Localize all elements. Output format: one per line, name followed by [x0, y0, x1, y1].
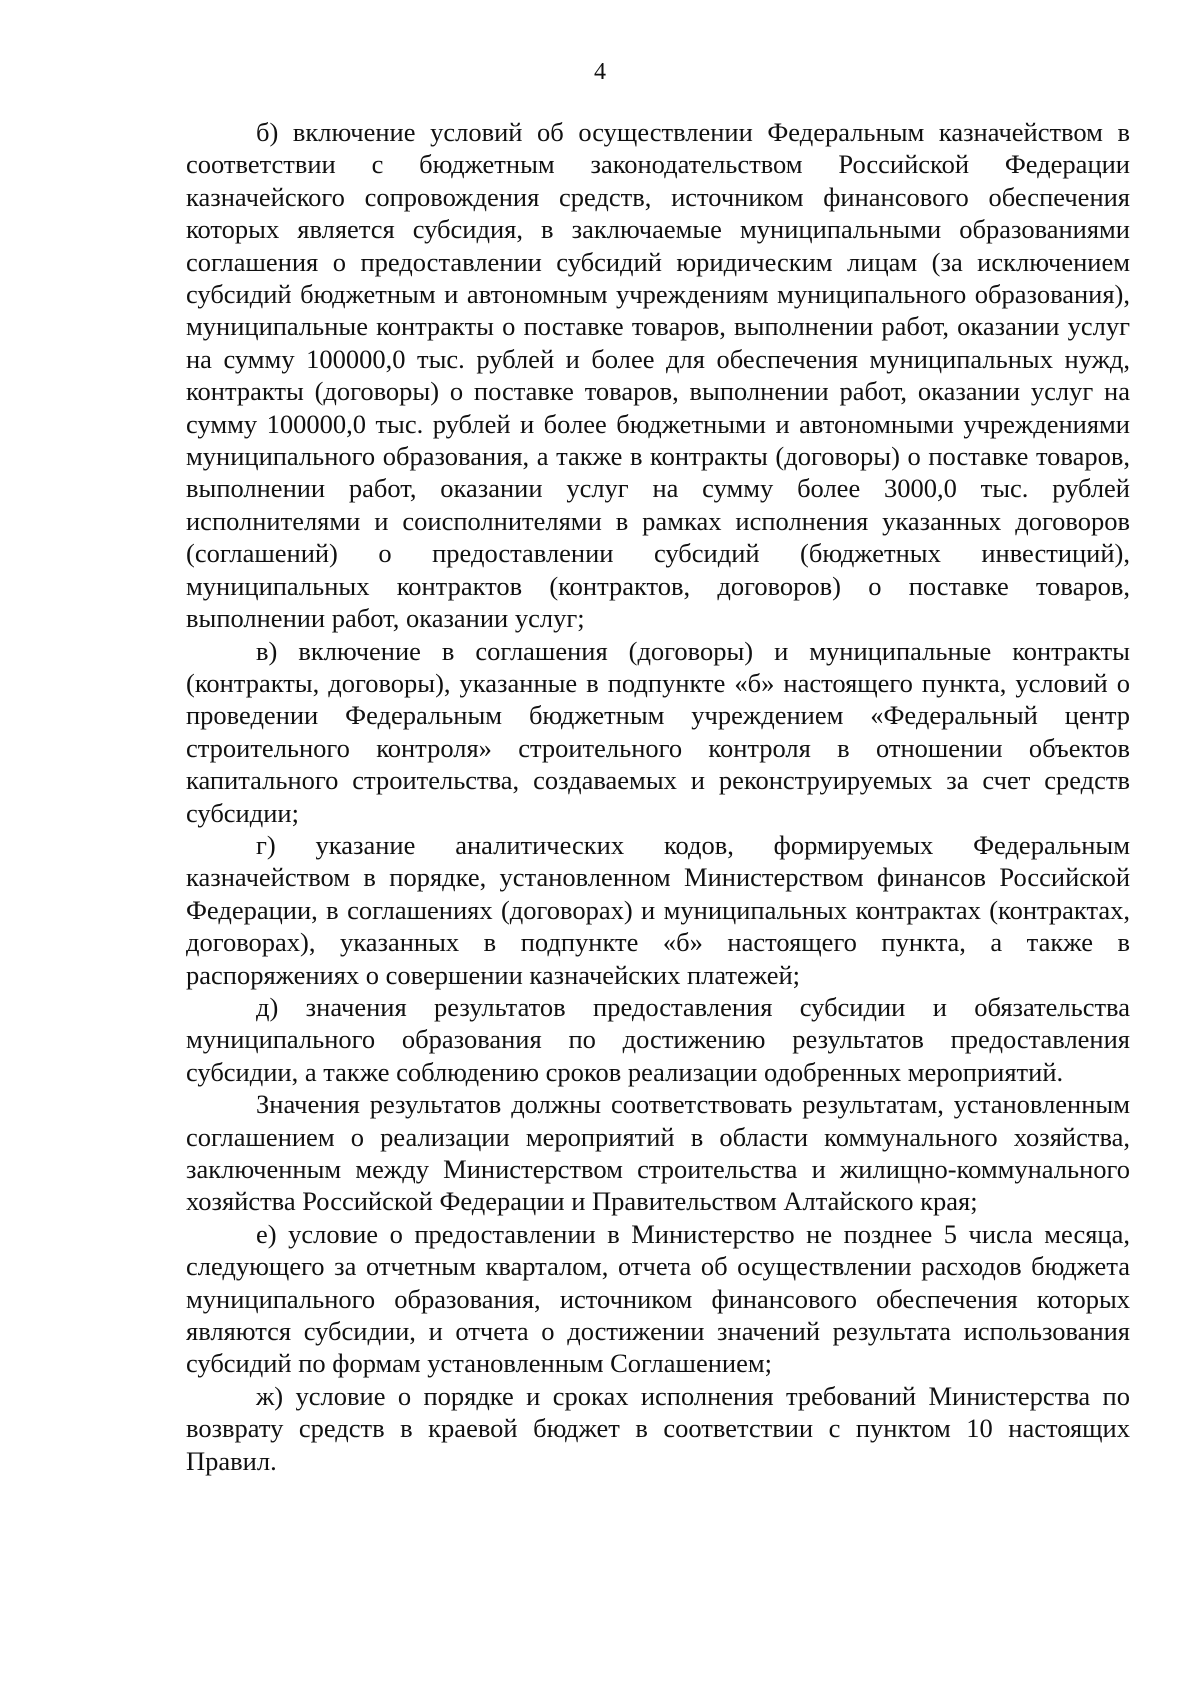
paragraph-e: е) условие о предоставлении в Министерство не позднее 5 числа месяца, следующего за отчетным кварталом, отчета об осуществлении расходов бюджета муниципального образования, источником финансового обеспечения которых являются субсидии, и отчета о достижении значений результата использования субсидий по формам установленным Соглашением; [186, 1218, 1130, 1379]
document-body [186, 116, 1130, 1477]
paragraph-v: в) включение в соглашения (договоры) и муниципальные контракты (контракты, договоры), указанные в подпункте «б» настоящего пункта, условий о проведении Федеральным бюджетным учреждением «Федеральный центр строительного контроля» строительного контроля в отношении объектов капитального строительства, создаваемых и реконструируемых за счет средств субсидии; [186, 635, 1130, 828]
paragraph-g: г) указание аналитических кодов, формируемых Федеральным казначейством в порядке, установленном Министерством финансов Российской Федерации, в соглашениях (договорах) и муниципальных контрактах (контрактах, договорах), указанных в подпункте «б» настоящего пункта, а также в распоряжениях о совершении казначейских платежей; [186, 829, 1130, 990]
page-number: 4 [594, 59, 606, 85]
paragraph-d: д) значения результатов предоставления субсидии и обязательства муниципального образования по достижению результатов предоставления субсидии, а также соблюдению сроков реализации одобренных мероприятий. [186, 991, 1130, 1087]
paragraph-results-values: Значения результатов должны соответствовать результатам, установленным соглашением о реализации мероприятий в области коммунального хозяйства, заключенным между Министерством строительства и жилищно-коммунального хозяйства Российской Федерации и Правительством Алтайского края; [186, 1089, 1130, 1217]
paragraph-zh: ж) условие о порядке и сроках исполнения требований Министерства по возврату средств в краевой бюджет в соответствии с пунктом 10 настоящих Правил. [186, 1380, 1130, 1476]
paragraph-b: б) включение условий об осуществлении Федеральным казначейством в соответствии с бюджетным законодательством Российской Федерации казначейского сопровождения средств, источником финансового обеспечения которых является субсидия, в заключаемые муниципальными образованиями соглашения о предоставлении субсидий юридическим лицам (за исключением субсидий бюджетным и автономным учреждениям муниципального образования), муниципальные контракты о поставке товаров, выполнении работ, оказании услуг на сумму 100000,0 тыс. рублей и более для обеспечения муниципальных нужд, контракты (договоры) о поставке товаров, выполнении работ, оказании услуг на сумму 100000,0 тыс. рублей и более бюджетными и автономными учреждениями муниципального образования, а также в контракты (договоры) о поставке товаров, выполнении работ, оказании услуг на сумму более 3000,0 тыс. рублей исполнителями и соисполнителями в рамках исполнения указанных договоров (соглашений) о предоставлении субсидий (бюджетных инвестиций), муниципальных контрактов (контрактов, договоров) о поставке товаров, выполнении работ, оказании услуг; [186, 117, 1130, 634]
